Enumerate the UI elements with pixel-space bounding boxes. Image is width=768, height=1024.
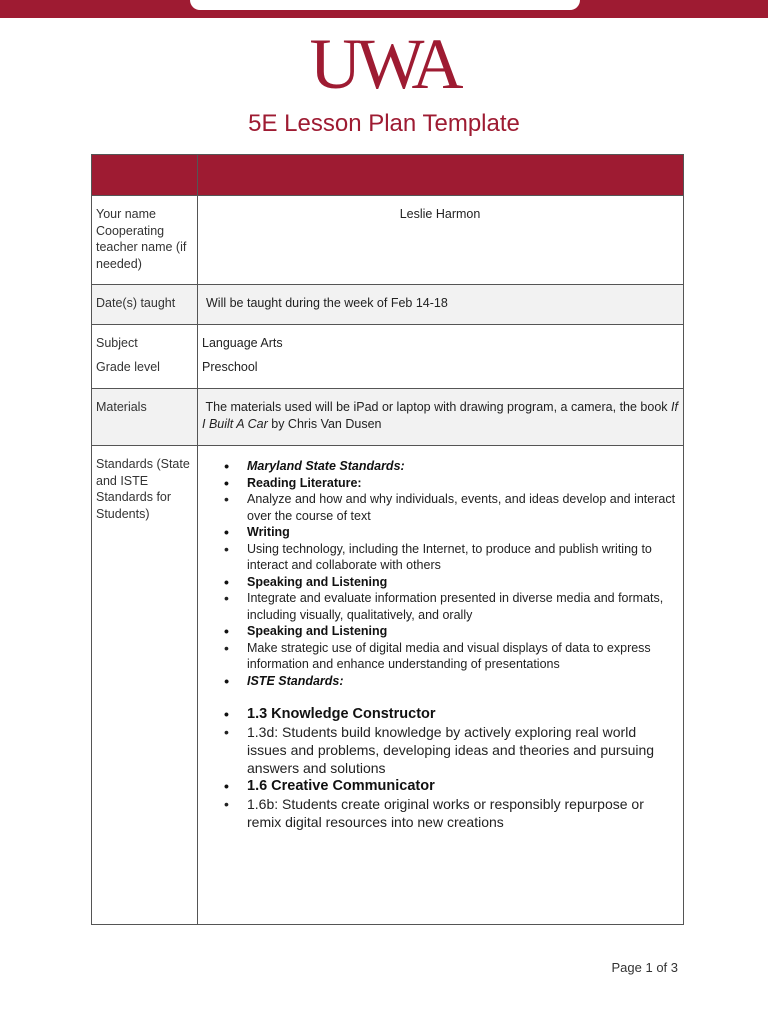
- standard-item: • 1.6b: Students create original works or responsibly repurpose or remix digital resources into new creations: [247, 795, 678, 831]
- standards-row: [92, 446, 684, 925]
- name-row: [92, 196, 684, 285]
- standard-item: • 1.3d: Students build knowledge by actively exploring real world issues and problems, developing ideas and theories and pursuing answers and solutions: [247, 723, 678, 777]
- standard-item: • Speaking and Listening: [247, 574, 678, 591]
- date-label: Date(s) taught: [92, 285, 198, 325]
- date-row: [92, 285, 684, 325]
- standard-item: • Reading Literature:: [247, 475, 678, 492]
- standard-item: • Maryland State Standards:: [247, 458, 678, 475]
- standard-item: • Integrate and evaluate information presented in diverse media and formats, including visually, qualitatively, and orally: [247, 590, 678, 623]
- page-title: 5E Lesson Plan Template: [248, 110, 520, 137]
- subject-grade-label-cell: [92, 325, 198, 389]
- date-value: Will be taught during the week of Feb 14-18: [198, 285, 684, 325]
- subject-value: Language Arts: [202, 336, 283, 350]
- standard-item: • ISTE Standards:: [247, 673, 678, 690]
- materials-label: Materials: [92, 389, 198, 446]
- grade-value: Preschool: [202, 359, 258, 374]
- standard-item: • Speaking and Listening: [247, 623, 678, 640]
- header-cell-label: [92, 155, 198, 196]
- standard-item: • Using technology, including the Internet, to produce and publish writing to interact and collaborate with others: [247, 541, 678, 574]
- grade-label: Grade level: [96, 359, 160, 374]
- standard-item: • 1.3 Knowledge Constructor: [247, 705, 678, 723]
- name-label: [92, 196, 198, 285]
- materials-value: [198, 389, 684, 446]
- materials-text: The materials used will be iPad or laptop with drawing program, a camera, the book: [205, 400, 668, 414]
- subject-grade-value-cell: [198, 325, 684, 389]
- iste-standards-list: [202, 705, 678, 831]
- table-header-row: [92, 155, 684, 196]
- name-value: Leslie Harmon: [198, 196, 684, 285]
- standard-item: • Writing: [247, 524, 678, 541]
- lesson-plan-table: [91, 154, 684, 925]
- state-standards-list: [202, 458, 678, 689]
- uwa-logo: UWA: [309, 24, 459, 104]
- top-band-notch: [190, 0, 580, 10]
- cooperating-teacher-label: Cooperating teacher name (if needed): [96, 223, 187, 271]
- standard-item: • 1.6 Creative Communicator: [247, 777, 678, 795]
- standards-value: [198, 446, 684, 925]
- materials-book-title: If I Built A Car: [202, 400, 678, 431]
- standards-label: Standards (State and ISTE Standards for Students): [92, 446, 198, 925]
- page-number: Page 1 of 3: [611, 960, 678, 975]
- materials-row: [92, 389, 684, 446]
- materials-author: by Chris Van Dusen: [271, 416, 382, 431]
- your-name-label: Your name: [96, 207, 156, 221]
- subject-label: Subject: [96, 336, 138, 350]
- standard-item: • Analyze and how and why individuals, events, and ideas develop and interact over the course of text: [247, 491, 678, 524]
- header-cell-value: [198, 155, 684, 196]
- subject-row: [92, 325, 684, 389]
- standard-item: • Make strategic use of digital media and visual displays of data to express information and enhance understanding of presentations: [247, 640, 678, 673]
